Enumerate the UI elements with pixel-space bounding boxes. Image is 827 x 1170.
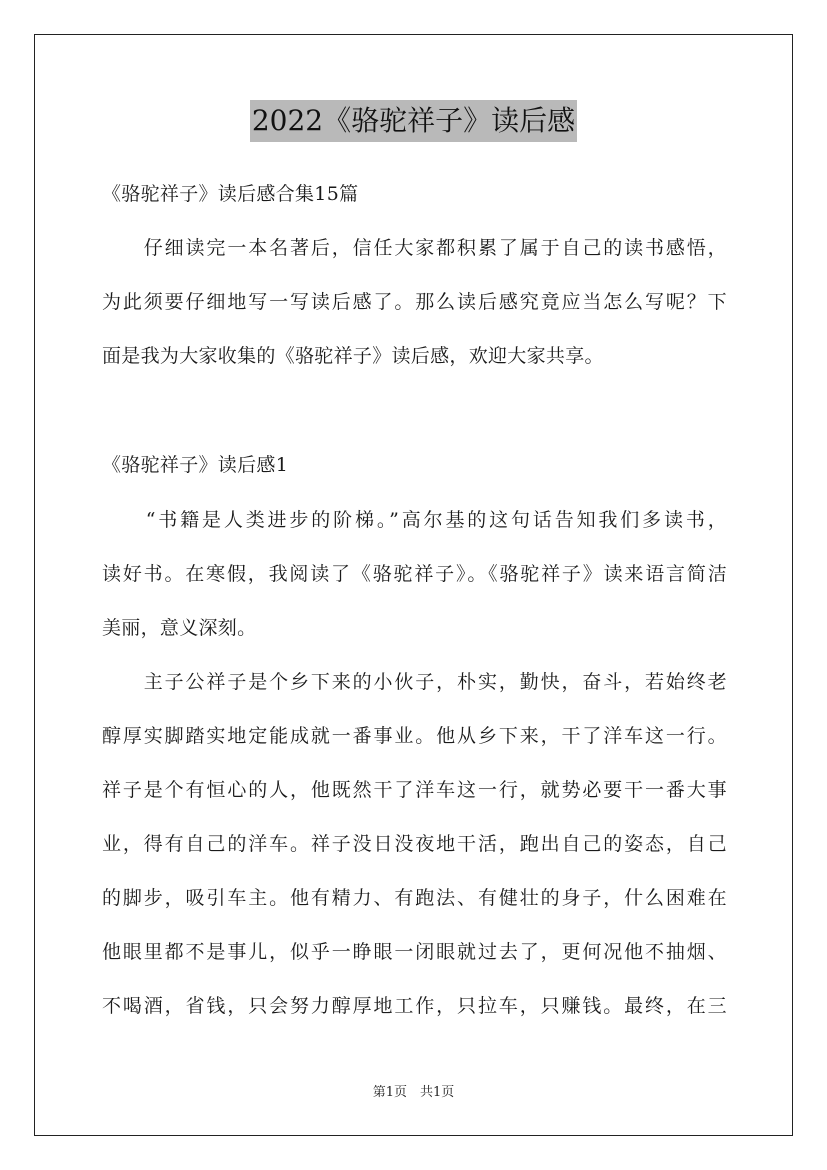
document-title: 2022《骆驼祥子》读后感: [250, 100, 577, 142]
paragraph2-line-3: 祥子是个有恒心的人，他既然干了洋车这一行，就势必要干一番大事: [102, 779, 727, 801]
intro-line-2: 为此须要仔细地写一写读后感了。那么读后感究竟应当怎么写呢？下: [102, 291, 727, 313]
paragraph2-line-6: 他眼里都不是事儿，似乎一睁眼一闭眼就过去了，更何况他不抽烟、: [102, 941, 727, 963]
paragraph2-line-4: 业，得有自己的洋车。祥子没日没夜地干活，跑出自己的姿态，自己: [102, 833, 727, 855]
paragraph1-line-2: 读好书。在寒假，我阅读了《骆驼祥子》。《骆驼祥子》读来语言简洁: [102, 563, 727, 585]
intro-line-3: 面是我为大家收集的《骆驼祥子》读后感，欢迎大家共享。: [102, 345, 604, 367]
paragraph2-line-7: 不喝酒，省钱，只会努力醇厚地工作，只拉车，只赚钱。最终，在三: [102, 995, 727, 1017]
paragraph2-line-1: 主子公祥子是个乡下来的小伙子，朴实，勤快，奋斗，若始终老: [102, 671, 727, 693]
paragraph1-line-3: 美丽，意义深刻。: [102, 617, 257, 639]
page-number-footer: 第1页 共1页: [372, 1085, 455, 1100]
intro-line-1: 仔细读完一本名著后，信任大家都积累了属于自己的读书感悟，: [102, 237, 727, 259]
paragraph2-line-5: 的脚步，吸引车主。他有精力、有跑法、有健壮的身子，什么困难在: [102, 887, 727, 909]
paragraph1-line-1: “书籍是人类进步的阶梯。”高尔基的这句话告知我们多读书，: [102, 509, 727, 531]
title-container: [0, 100, 827, 142]
paragraph2-line-2: 醇厚实脚踏实地定能成就一番事业。他从乡下来，干了洋车这一行。: [102, 725, 727, 747]
section-heading: 《骆驼祥子》读后感1: [102, 454, 289, 476]
document-subtitle: 《骆驼祥子》读后感合集15篇: [102, 183, 359, 205]
